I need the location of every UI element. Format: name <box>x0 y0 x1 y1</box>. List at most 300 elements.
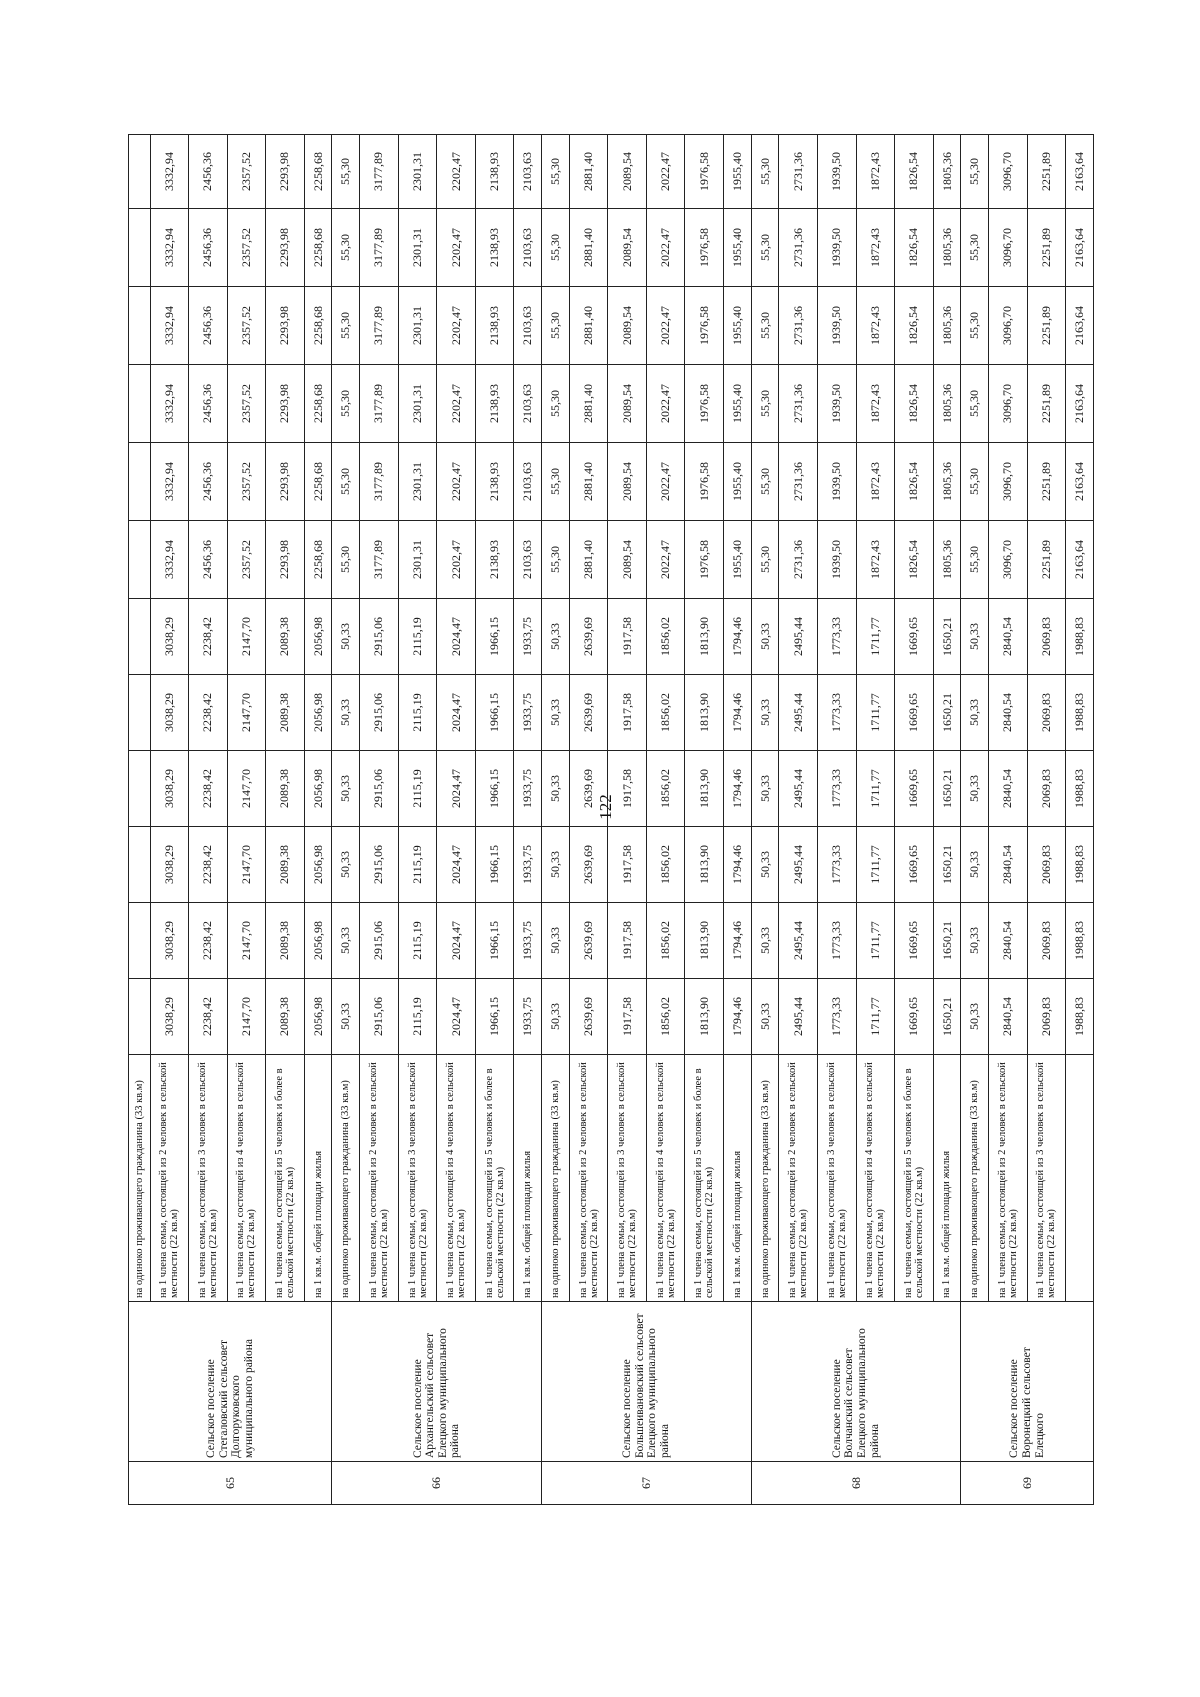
value-cell: 1939,50 <box>818 135 857 209</box>
norm-description: на 1 члена семьи, состоящей из 3 человек в сельской местности (22 кв.м) <box>398 1055 437 1302</box>
table-row <box>398 135 437 1505</box>
value-cell: 50,33 <box>542 599 570 675</box>
settlement-name: Сельское поселение Волчанский сельсовет Елецкого муниципального района <box>751 1302 961 1462</box>
value-cell: 2731,36 <box>779 287 818 365</box>
value-cell: 1872,43 <box>856 365 895 443</box>
value-cell: 50,33 <box>961 979 989 1055</box>
value-cell: 1856,02 <box>646 599 685 675</box>
value-cell: 55,30 <box>332 365 360 443</box>
value-cell: 50,33 <box>751 751 779 827</box>
value-cell: 2024,47 <box>437 599 476 675</box>
value-cell: 3038,29 <box>150 599 189 675</box>
value-cell: 2024,47 <box>437 751 476 827</box>
value-cell: 1856,02 <box>646 827 685 903</box>
value-cell <box>129 903 151 979</box>
norm-description: на 1 члена семьи, состоящей из 2 человек в сельской местности (22 кв.м) <box>360 1055 399 1302</box>
value-cell: 2115,19 <box>398 751 437 827</box>
value-cell: 1650,21 <box>933 675 961 751</box>
value-cell: 2258,68 <box>304 135 332 209</box>
value-cell: 2056,98 <box>304 903 332 979</box>
value-cell: 2056,98 <box>304 599 332 675</box>
table-row <box>332 135 360 1505</box>
value-cell: 55,30 <box>961 443 989 521</box>
value-cell: 55,30 <box>751 287 779 365</box>
value-cell: 1669,65 <box>895 675 934 751</box>
value-cell: 50,33 <box>961 751 989 827</box>
value-cell: 2022,47 <box>646 135 685 209</box>
table-row <box>779 135 818 1505</box>
value-cell: 1933,75 <box>514 979 542 1055</box>
value-cell: 2202,47 <box>437 365 476 443</box>
value-cell: 1805,36 <box>933 365 961 443</box>
value-cell: 2238,42 <box>189 675 228 751</box>
value-cell: 1773,33 <box>818 979 857 1055</box>
value-cell: 55,30 <box>751 443 779 521</box>
value-cell: 1794,46 <box>724 751 752 827</box>
value-cell: 2147,70 <box>227 599 266 675</box>
value-cell: 2495,44 <box>779 903 818 979</box>
value-cell: 55,30 <box>961 209 989 287</box>
value-cell: 2456,36 <box>189 209 228 287</box>
value-cell: 2115,19 <box>398 827 437 903</box>
value-cell: 3096,70 <box>989 135 1028 209</box>
value-cell: 55,30 <box>961 287 989 365</box>
value-cell: 3038,29 <box>150 903 189 979</box>
value-cell: 2103,63 <box>514 135 542 209</box>
value-cell: 2103,63 <box>514 209 542 287</box>
value-cell: 50,33 <box>332 675 360 751</box>
value-cell: 2456,36 <box>189 365 228 443</box>
value-cell: 55,30 <box>332 443 360 521</box>
value-cell: 2639,69 <box>569 599 608 675</box>
value-cell: 2138,93 <box>475 209 514 287</box>
settlement-name: Сельское поселение Большеивановский сельсовет Елецкого муниципального района <box>542 1302 752 1462</box>
value-cell: 1826,54 <box>895 209 934 287</box>
table-row <box>437 135 476 1505</box>
value-cell: 2089,54 <box>608 443 647 521</box>
value-cell: 1976,58 <box>685 521 724 599</box>
value-cell: 50,33 <box>542 827 570 903</box>
value-cell: 2147,70 <box>227 827 266 903</box>
value-cell: 2495,44 <box>779 599 818 675</box>
value-cell: 2258,68 <box>304 209 332 287</box>
value-cell: 2089,38 <box>266 675 305 751</box>
table-row <box>304 135 332 1505</box>
value-cell: 2163,64 <box>1066 521 1094 599</box>
value-cell: 2731,36 <box>779 209 818 287</box>
value-cell: 1813,90 <box>685 903 724 979</box>
value-cell: 55,30 <box>542 135 570 209</box>
value-cell: 2089,38 <box>266 751 305 827</box>
value-cell: 2357,52 <box>227 365 266 443</box>
value-cell: 2089,54 <box>608 521 647 599</box>
row-number: 69 <box>961 1462 1094 1505</box>
norm-description <box>1066 1055 1094 1302</box>
value-cell: 2639,69 <box>569 827 608 903</box>
value-cell: 2840,54 <box>989 827 1028 903</box>
value-cell: 2251,89 <box>1027 521 1066 599</box>
norm-description: на одиноко проживающего гражданина (33 кв.м) <box>129 1055 151 1302</box>
value-cell: 2639,69 <box>569 903 608 979</box>
value-cell: 2840,54 <box>989 675 1028 751</box>
value-cell: 3038,29 <box>150 827 189 903</box>
value-cell: 2301,31 <box>398 443 437 521</box>
value-cell: 2024,47 <box>437 979 476 1055</box>
value-cell: 2495,44 <box>779 751 818 827</box>
value-cell: 55,30 <box>542 521 570 599</box>
value-cell: 2251,89 <box>1027 209 1066 287</box>
norm-description: на 1 члена семьи, состоящей из 3 человек в сельской местности (22 кв.м) <box>1027 1055 1066 1302</box>
value-cell <box>129 443 151 521</box>
settlement-name: Сельское поселение Воронецкий сельсовет Елецкого <box>961 1302 1094 1462</box>
value-cell: 2456,36 <box>189 135 228 209</box>
value-cell: 2022,47 <box>646 443 685 521</box>
value-cell: 2293,98 <box>266 209 305 287</box>
value-cell: 50,33 <box>542 979 570 1055</box>
value-cell: 2147,70 <box>227 903 266 979</box>
value-cell: 1650,21 <box>933 599 961 675</box>
value-cell: 1917,58 <box>608 599 647 675</box>
value-cell: 2089,38 <box>266 979 305 1055</box>
value-cell <box>129 209 151 287</box>
value-cell: 2163,64 <box>1066 443 1094 521</box>
norm-description: на 1 члена семьи, состоящей из 4 человек в сельской местности (22 кв.м) <box>437 1055 476 1302</box>
value-cell: 2915,06 <box>360 903 399 979</box>
value-cell: 2103,63 <box>514 287 542 365</box>
norm-description: на одиноко проживающего гражданина (33 кв.м) <box>542 1055 570 1302</box>
value-cell: 3332,94 <box>150 521 189 599</box>
value-cell: 2202,47 <box>437 521 476 599</box>
value-cell: 1988,83 <box>1066 903 1094 979</box>
value-cell: 3038,29 <box>150 675 189 751</box>
value-cell: 2731,36 <box>779 443 818 521</box>
value-cell: 1650,21 <box>933 751 961 827</box>
value-cell: 2138,93 <box>475 135 514 209</box>
value-cell: 50,33 <box>961 903 989 979</box>
value-cell: 1856,02 <box>646 979 685 1055</box>
value-cell: 2301,31 <box>398 521 437 599</box>
value-cell: 55,30 <box>542 209 570 287</box>
value-cell: 1794,46 <box>724 675 752 751</box>
value-cell: 1917,58 <box>608 903 647 979</box>
value-cell: 2138,93 <box>475 287 514 365</box>
table-row <box>360 135 399 1505</box>
value-cell: 2163,64 <box>1066 365 1094 443</box>
value-cell: 55,30 <box>542 365 570 443</box>
norm-description: на 1 члена семьи, состоящей из 5 человек и более в сельской местности (22 кв.м) <box>685 1055 724 1302</box>
norm-description: на 1 члена семьи, состоящей из 4 человек в сельской местности (22 кв.м) <box>646 1055 685 1302</box>
norm-description: на 1 члена семьи, состоящей из 2 человек в сельской местности (22 кв.м) <box>150 1055 189 1302</box>
row-number: 68 <box>751 1462 961 1505</box>
norm-description: на 1 кв.м. общей площади жилья <box>933 1055 961 1302</box>
value-cell: 50,33 <box>332 979 360 1055</box>
value-cell: 2115,19 <box>398 979 437 1055</box>
norm-description: на одиноко проживающего гражданина (33 кв.м) <box>751 1055 779 1302</box>
value-cell: 55,30 <box>751 209 779 287</box>
value-cell: 2069,83 <box>1027 827 1066 903</box>
norm-description: на 1 кв.м. общей площади жилья <box>304 1055 332 1302</box>
value-cell: 1794,46 <box>724 979 752 1055</box>
value-cell: 3332,94 <box>150 443 189 521</box>
value-cell: 55,30 <box>751 135 779 209</box>
value-cell: 3177,89 <box>360 209 399 287</box>
value-cell: 1939,50 <box>818 443 857 521</box>
value-cell: 2103,63 <box>514 443 542 521</box>
value-cell: 55,30 <box>542 443 570 521</box>
value-cell: 2639,69 <box>569 675 608 751</box>
value-cell: 2840,54 <box>989 979 1028 1055</box>
value-cell: 1794,46 <box>724 599 752 675</box>
value-cell: 2024,47 <box>437 675 476 751</box>
value-cell: 2293,98 <box>266 287 305 365</box>
value-cell: 3096,70 <box>989 209 1028 287</box>
table-row <box>189 135 228 1505</box>
value-cell: 2022,47 <box>646 209 685 287</box>
value-cell: 3332,94 <box>150 135 189 209</box>
value-cell: 2456,36 <box>189 443 228 521</box>
value-cell: 50,33 <box>542 675 570 751</box>
value-cell: 1872,43 <box>856 287 895 365</box>
value-cell: 2089,38 <box>266 827 305 903</box>
value-cell: 1976,58 <box>685 135 724 209</box>
value-cell: 2147,70 <box>227 675 266 751</box>
norm-description: на 1 члена семьи, состоящей из 2 человек в сельской местности (22 кв.м) <box>989 1055 1028 1302</box>
value-cell: 1976,58 <box>685 287 724 365</box>
value-cell: 1939,50 <box>818 365 857 443</box>
value-cell: 1917,58 <box>608 751 647 827</box>
value-cell: 2301,31 <box>398 365 437 443</box>
value-cell: 2163,64 <box>1066 209 1094 287</box>
value-cell: 2251,89 <box>1027 443 1066 521</box>
value-cell: 50,33 <box>751 827 779 903</box>
value-cell: 2089,54 <box>608 135 647 209</box>
value-cell: 3038,29 <box>150 979 189 1055</box>
value-cell: 1805,36 <box>933 209 961 287</box>
value-cell: 1917,58 <box>608 675 647 751</box>
value-cell: 1966,15 <box>475 979 514 1055</box>
value-cell: 2456,36 <box>189 287 228 365</box>
value-cell: 1917,58 <box>608 827 647 903</box>
value-cell: 1939,50 <box>818 209 857 287</box>
value-cell: 1856,02 <box>646 751 685 827</box>
value-cell: 55,30 <box>332 521 360 599</box>
value-cell: 1966,15 <box>475 903 514 979</box>
norm-description: на одиноко проживающего гражданина (33 кв.м) <box>332 1055 360 1302</box>
value-cell: 1805,36 <box>933 521 961 599</box>
value-cell: 1955,40 <box>724 135 752 209</box>
value-cell: 2024,47 <box>437 903 476 979</box>
row-number: 66 <box>332 1462 542 1505</box>
value-cell: 2881,40 <box>569 135 608 209</box>
value-cell: 2089,54 <box>608 365 647 443</box>
norm-description: на 1 члена семьи, состоящей из 3 человек в сельской местности (22 кв.м) <box>608 1055 647 1302</box>
value-cell: 50,33 <box>332 751 360 827</box>
value-cell <box>129 599 151 675</box>
value-cell: 2069,83 <box>1027 751 1066 827</box>
value-cell: 2238,42 <box>189 599 228 675</box>
table-row <box>266 135 305 1505</box>
value-cell: 1805,36 <box>933 443 961 521</box>
value-cell: 1826,54 <box>895 443 934 521</box>
value-cell: 2056,98 <box>304 827 332 903</box>
value-cell: 2495,44 <box>779 827 818 903</box>
value-cell: 3096,70 <box>989 287 1028 365</box>
value-cell <box>129 751 151 827</box>
value-cell: 2251,89 <box>1027 365 1066 443</box>
value-cell: 2202,47 <box>437 135 476 209</box>
value-cell: 1955,40 <box>724 209 752 287</box>
value-cell <box>129 365 151 443</box>
value-cell: 2293,98 <box>266 521 305 599</box>
value-cell: 1813,90 <box>685 675 724 751</box>
table-row <box>724 135 752 1505</box>
value-cell: 3177,89 <box>360 365 399 443</box>
value-cell <box>129 521 151 599</box>
value-cell: 1773,33 <box>818 751 857 827</box>
value-cell: 1955,40 <box>724 521 752 599</box>
value-cell: 2089,54 <box>608 209 647 287</box>
value-cell <box>129 827 151 903</box>
value-cell: 2022,47 <box>646 521 685 599</box>
value-cell: 2357,52 <box>227 135 266 209</box>
table-row <box>751 135 779 1505</box>
value-cell: 2301,31 <box>398 287 437 365</box>
table-row <box>685 135 724 1505</box>
value-cell: 2024,47 <box>437 827 476 903</box>
value-cell: 2258,68 <box>304 443 332 521</box>
value-cell: 55,30 <box>332 287 360 365</box>
value-cell: 2915,06 <box>360 751 399 827</box>
table-row <box>989 135 1028 1505</box>
value-cell: 2069,83 <box>1027 599 1066 675</box>
value-cell: 3332,94 <box>150 365 189 443</box>
value-cell: 55,30 <box>961 521 989 599</box>
value-cell: 2147,70 <box>227 751 266 827</box>
value-cell: 2915,06 <box>360 675 399 751</box>
value-cell: 1988,83 <box>1066 827 1094 903</box>
value-cell: 1813,90 <box>685 599 724 675</box>
settlement-name: Сельское поселение Архангельский сельсовет Елецкого муниципального района <box>332 1302 542 1462</box>
value-cell: 3177,89 <box>360 521 399 599</box>
value-cell: 1976,58 <box>685 365 724 443</box>
value-cell: 1872,43 <box>856 443 895 521</box>
value-cell: 1976,58 <box>685 443 724 521</box>
value-cell: 1966,15 <box>475 827 514 903</box>
value-cell: 55,30 <box>751 521 779 599</box>
value-cell: 3177,89 <box>360 135 399 209</box>
value-cell: 2840,54 <box>989 751 1028 827</box>
value-cell: 1933,75 <box>514 751 542 827</box>
value-cell: 2238,42 <box>189 979 228 1055</box>
value-cell: 1826,54 <box>895 365 934 443</box>
norm-description: на 1 члена семьи, состоящей из 5 человек и более в сельской местности (22 кв.м) <box>895 1055 934 1302</box>
value-cell: 1872,43 <box>856 521 895 599</box>
value-cell: 2915,06 <box>360 599 399 675</box>
value-cell: 2881,40 <box>569 209 608 287</box>
value-cell: 1933,75 <box>514 903 542 979</box>
value-cell: 2056,98 <box>304 979 332 1055</box>
value-cell: 2639,69 <box>569 751 608 827</box>
value-cell: 1669,65 <box>895 903 934 979</box>
value-cell: 1933,75 <box>514 827 542 903</box>
table-row <box>856 135 895 1505</box>
value-cell: 2069,83 <box>1027 979 1066 1055</box>
norm-description: на 1 члена семьи, состоящей из 5 человек и более в сельской местности (22 кв.м) <box>475 1055 514 1302</box>
value-cell: 2069,83 <box>1027 903 1066 979</box>
table-row <box>818 135 857 1505</box>
value-cell: 1711,77 <box>856 675 895 751</box>
value-cell: 2022,47 <box>646 287 685 365</box>
table-row <box>1066 135 1094 1505</box>
value-cell: 2056,98 <box>304 751 332 827</box>
value-cell: 1988,83 <box>1066 979 1094 1055</box>
value-cell: 2163,64 <box>1066 287 1094 365</box>
value-cell: 1711,77 <box>856 599 895 675</box>
norm-description: на 1 члена семьи, состоящей из 2 человек в сельской местности (22 кв.м) <box>569 1055 608 1302</box>
value-cell: 2103,63 <box>514 521 542 599</box>
value-cell: 3332,94 <box>150 287 189 365</box>
table-row <box>129 135 151 1505</box>
value-cell: 2840,54 <box>989 599 1028 675</box>
value-cell: 1773,33 <box>818 827 857 903</box>
value-cell: 1669,65 <box>895 599 934 675</box>
value-cell: 50,33 <box>751 599 779 675</box>
value-cell: 1976,58 <box>685 209 724 287</box>
value-cell: 2456,36 <box>189 521 228 599</box>
value-cell: 55,30 <box>961 135 989 209</box>
value-cell: 1939,50 <box>818 287 857 365</box>
value-cell: 2301,31 <box>398 135 437 209</box>
value-cell: 1711,77 <box>856 903 895 979</box>
value-cell: 1955,40 <box>724 287 752 365</box>
table-row <box>646 135 685 1505</box>
row-number: 65 <box>129 1462 332 1505</box>
value-cell: 50,33 <box>332 903 360 979</box>
value-cell: 1711,77 <box>856 751 895 827</box>
value-cell: 2138,93 <box>475 443 514 521</box>
value-cell: 1988,83 <box>1066 751 1094 827</box>
value-cell: 3038,29 <box>150 751 189 827</box>
value-cell: 50,33 <box>542 751 570 827</box>
value-cell: 1826,54 <box>895 521 934 599</box>
value-cell: 1805,36 <box>933 135 961 209</box>
value-cell: 2115,19 <box>398 599 437 675</box>
value-cell: 1939,50 <box>818 521 857 599</box>
value-cell: 2357,52 <box>227 443 266 521</box>
table-row <box>475 135 514 1505</box>
value-cell: 2089,38 <box>266 599 305 675</box>
norm-description: на 1 члена семьи, состоящей из 2 человек в сельской местности (22 кв.м) <box>779 1055 818 1302</box>
value-cell: 55,30 <box>332 209 360 287</box>
norm-description: на 1 члена семьи, состоящей из 4 человек в сельской местности (22 кв.м) <box>227 1055 266 1302</box>
value-cell: 1966,15 <box>475 751 514 827</box>
value-cell: 1813,90 <box>685 827 724 903</box>
value-cell: 50,33 <box>961 675 989 751</box>
value-cell: 50,33 <box>751 675 779 751</box>
value-cell: 2258,68 <box>304 521 332 599</box>
value-cell: 2089,54 <box>608 287 647 365</box>
value-cell: 1711,77 <box>856 827 895 903</box>
norm-description: на одиноко проживающего гражданина (33 кв.м) <box>961 1055 989 1302</box>
value-cell: 2022,47 <box>646 365 685 443</box>
value-cell: 2495,44 <box>779 979 818 1055</box>
value-cell: 1773,33 <box>818 675 857 751</box>
value-cell: 3177,89 <box>360 443 399 521</box>
table-row <box>227 135 266 1505</box>
value-cell: 55,30 <box>751 365 779 443</box>
value-cell: 55,30 <box>542 287 570 365</box>
value-cell: 2103,63 <box>514 365 542 443</box>
